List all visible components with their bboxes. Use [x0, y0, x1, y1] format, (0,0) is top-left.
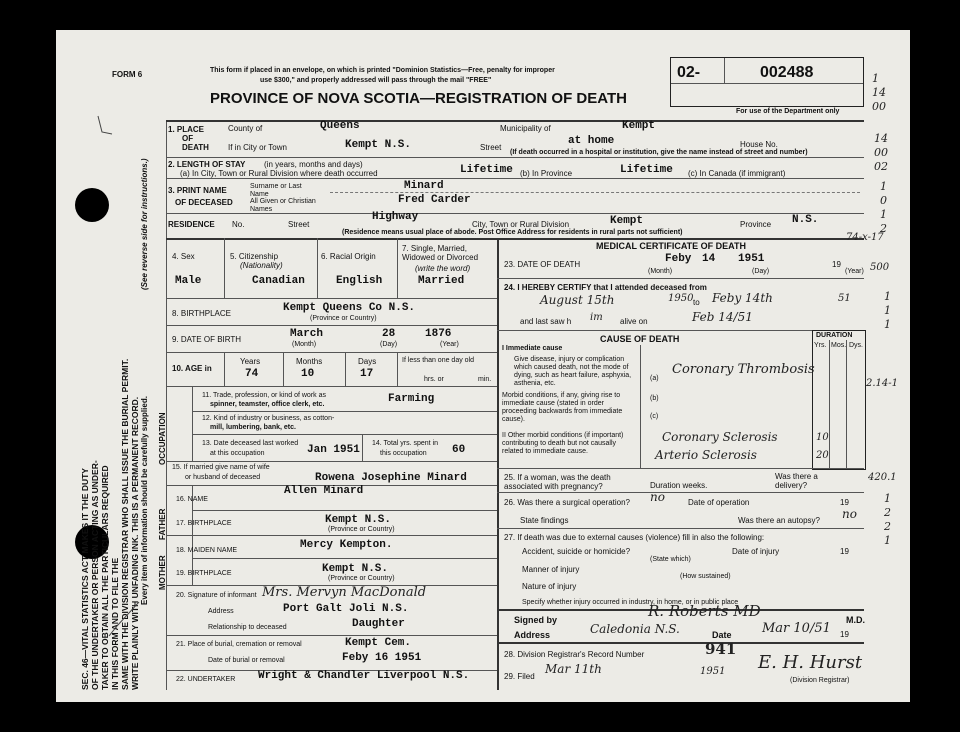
check-mark: [105, 600, 145, 640]
margin-note: 1: [884, 492, 891, 505]
margin-note: 1: [880, 208, 887, 221]
age-label: 10. AGE in: [172, 364, 212, 373]
state-which: (State which): [650, 556, 691, 563]
residence-street: Highway: [372, 211, 419, 223]
city-label: If in City or Town: [228, 143, 287, 152]
reg-num: 941: [705, 640, 737, 658]
margin-note: 1: [884, 290, 891, 303]
trade-value: Farming: [388, 393, 435, 405]
trade-label: spinner, teamster, office clerk, etc.: [210, 401, 325, 408]
relationship-value: Daughter: [352, 618, 405, 630]
injury-year-prefix: 19: [840, 547, 849, 556]
dob-label: 9. DATE OF BIRTH: [172, 335, 242, 344]
pencil-mark: [92, 112, 122, 142]
cause-a: Coronary Thrombosis: [672, 362, 815, 377]
residence-province: N.S.: [792, 214, 819, 226]
margin-note: 2: [884, 506, 891, 519]
mother-bp-sub: (Province or Country): [328, 575, 395, 582]
rule: [166, 157, 864, 158]
woman-label: 25. If a woman, was the death associated with pregnancy?: [504, 473, 611, 491]
margin-note: 1: [884, 304, 891, 317]
divider: [283, 352, 284, 386]
undertaker-label: 22. UNDERTAKER: [176, 676, 236, 683]
filed-year: 1951: [700, 666, 726, 677]
mother-side-label: MOTHER: [158, 555, 167, 590]
envelope-notice: This form if placed in an envelope, on which is printed "Dominion Statistics—Free, penalty for improper: [210, 67, 555, 74]
divider: [724, 58, 725, 83]
death-month-sub: (Month): [648, 268, 673, 275]
marital-sub: (write the word): [415, 264, 471, 273]
industry-label: 12. Kind of industry or business, as cotton-: [202, 415, 335, 422]
other-cause-1: Coronary Sclerosis: [662, 430, 778, 444]
op-date-label: Date of operation: [688, 498, 750, 507]
divider: [345, 352, 346, 386]
margin-notes-mid: [874, 132, 888, 174]
death-year-prefix: 19: [832, 260, 841, 269]
county-label: County of: [228, 124, 263, 133]
lastworked-value: Jan 1951: [307, 444, 360, 456]
rule: [497, 492, 864, 493]
origin-label: 6. Racial Origin: [321, 252, 376, 261]
margin-note: 14: [874, 132, 888, 145]
surgical-value: no: [650, 490, 665, 504]
margin-note: 74-x-17: [846, 232, 884, 243]
other-cause-2: Arterio Sclerosis: [655, 448, 757, 462]
min-label: min.: [478, 376, 492, 383]
stay-a-value: Lifetime: [460, 164, 513, 176]
external-label: 27. If death was due to external causes (violence) fill in also the following:: [504, 533, 765, 542]
birthplace-label: 8. BIRTHPLACE: [172, 309, 231, 318]
lastsaw-value: im: [590, 312, 603, 323]
attended-to-label: to: [693, 298, 700, 307]
rule: [166, 461, 497, 462]
rule: [192, 510, 497, 511]
name-label: OF DECEASED: [175, 198, 233, 207]
stay-a-label: (a) In City, Town or Rural Division where death occurred: [180, 169, 378, 178]
surname-label: Surname or Last Name: [250, 183, 302, 198]
mother-maiden-label: 18. MAIDEN NAME: [176, 547, 238, 554]
op-year-prefix: 19: [840, 498, 849, 507]
margin-note: 00: [874, 146, 888, 159]
residence-no-label: No.: [232, 220, 245, 229]
lessday-label: If less than one day old: [402, 357, 474, 364]
margin-notes-certify: [884, 290, 891, 332]
md-label: M.D.: [846, 615, 865, 625]
stay-b-label: (b) In Province: [520, 169, 573, 178]
sex-value: Male: [175, 275, 202, 287]
margin-notes-top: [872, 72, 886, 114]
autopsy-label: Was there an autopsy?: [738, 516, 820, 525]
sidebar-instructions: [80, 359, 140, 690]
registration-number: 002488: [760, 64, 814, 81]
registration-prefix: 02-: [677, 64, 701, 81]
total-label: 14. Total yrs. spent in: [372, 440, 439, 447]
informant-address: Port Galt Joli N.S.: [283, 603, 409, 615]
dept-use-note: For use of the Department only: [736, 108, 840, 115]
wife-value: Rowena Josephine Minard: [315, 472, 467, 484]
rule: [330, 192, 860, 193]
autopsy-value: no: [842, 507, 857, 521]
sidebar-line: IN THIS FORM AND TO FILE THE: [110, 557, 120, 690]
margin-note: 1: [880, 180, 887, 193]
trade-label: 11. Trade, profession, or kind of work as: [202, 392, 326, 399]
form-label: FORM 6: [112, 70, 143, 79]
margin-note: 500: [870, 262, 890, 273]
rule: [192, 434, 497, 435]
duration-dys: Dys.: [849, 342, 863, 349]
birthplace-sub: (Province or Country): [310, 315, 377, 322]
death-year: 1951: [738, 253, 765, 265]
med-year-prefix: 19: [840, 630, 849, 639]
birthplace-value: Kempt Queens Co N.S.: [283, 302, 416, 314]
father-name: Allen Minard: [284, 485, 364, 497]
dob-year: 1876: [425, 328, 452, 340]
divider: [640, 345, 641, 468]
given-label: All Given or Christian Names: [250, 198, 316, 213]
rule: [166, 178, 864, 179]
immediate-label: I Immediate cause: [502, 345, 563, 352]
margin-note: 00: [872, 100, 886, 113]
filed-value: Mar 11th: [545, 662, 602, 676]
cause-heading: CAUSE OF DEATH: [600, 334, 680, 344]
origin-value: English: [336, 275, 383, 287]
surname-value: Minard: [404, 180, 444, 192]
relationship-label: Relationship to deceased: [208, 624, 287, 631]
duration-mos: Mos.: [831, 342, 847, 349]
age-months: 10: [301, 368, 315, 380]
divider: [397, 352, 398, 386]
death-date-label: 23. DATE OF DEATH: [504, 260, 581, 269]
name-label: 3. PRINT NAME: [168, 186, 227, 195]
residence-province-label: Province: [740, 220, 772, 229]
rule: [166, 386, 497, 387]
municipality-label: Municipality of: [500, 124, 551, 133]
margin-notes-name: [880, 180, 887, 236]
rule: [166, 238, 864, 240]
mother-bp: Kempt N.S.: [322, 563, 389, 575]
other-label: II Other morbid conditions (if important) contributing to death but not causally related to immediate cause.: [502, 432, 624, 455]
informant-signature: Mrs. Mervyn MacDonald: [262, 585, 427, 600]
sidebar-note: Every item of information should be carefully supplied.: [140, 396, 149, 605]
street-label: Street: [480, 143, 502, 152]
wife-label: or husband of deceased: [185, 474, 261, 481]
place-label: OF: [182, 134, 194, 143]
med-address-label: Address: [514, 630, 551, 640]
citizenship-sub: (Nationality): [240, 261, 283, 270]
city-value: Kempt N.S.: [345, 139, 412, 151]
duration-heading: DURATION: [816, 332, 853, 339]
lastworked-label: at this occupation: [210, 450, 265, 457]
year-sub: (Year): [440, 341, 459, 348]
informant-address-label: Address: [208, 608, 234, 615]
age-days: 17: [360, 368, 374, 380]
signed-value: R. Roberts MD: [648, 602, 761, 620]
undertaker-value: Wright & Chandler Liverpool N.S.: [258, 670, 470, 682]
place-label: 1. PLACE: [168, 125, 205, 134]
divider: [317, 238, 318, 298]
father-bp: Kempt N.S.: [325, 514, 392, 526]
attended-to: Feby 14th: [712, 291, 773, 305]
alive-label: alive on: [620, 317, 648, 326]
age-years: 74: [245, 368, 259, 380]
margin-note: 1: [872, 72, 879, 85]
medical-heading: MEDICAL CERTIFICATE OF DEATH: [596, 241, 746, 251]
father-bp-label: 17. BIRTHPLACE: [176, 520, 232, 527]
med-address: Caledonia N.S.: [590, 622, 680, 636]
rule: [166, 535, 497, 536]
divider: [671, 83, 863, 84]
attended-from-year: 1950: [668, 293, 694, 304]
death-day: 14: [702, 253, 716, 265]
sidebar-line: TAKER TO OBTAIN ALL THE PARTICULARS REQUIRED: [100, 465, 110, 690]
burial-place-label: 21. Place of burial, cremation or removal: [176, 641, 302, 648]
lastworked-label: 13. Date deceased last worked: [202, 440, 299, 447]
divider: [397, 238, 398, 298]
manner-label: Manner of injury: [522, 565, 580, 574]
certify-label: 24. I HEREBY CERTIFY that I attended deceased from: [504, 283, 707, 292]
day-sub: (Day): [380, 341, 398, 348]
stay-b-value: Lifetime: [620, 164, 673, 176]
med-date: Mar 10/51: [762, 621, 831, 636]
registrar-label: (Division Registrar): [790, 677, 850, 684]
margin-note: 0: [880, 194, 887, 207]
stay-c-label: (c) In Canada (if immigrant): [688, 169, 786, 178]
divider: [362, 434, 363, 461]
attended-from: August 15th: [540, 293, 615, 307]
rule: [497, 528, 864, 529]
duration-yrs: Yrs.: [814, 342, 827, 349]
rule: [192, 411, 497, 412]
days-label: Days: [358, 357, 377, 366]
marital-label: 7. Single, Married, Widowed or Divorced: [402, 244, 479, 262]
nature-label: Nature of injury: [522, 582, 577, 591]
informant-sig-label: 20. Signature of informant: [176, 592, 257, 599]
mother-maiden: Mercy Kempton.: [300, 539, 393, 551]
sidebar-reverse: (See reverse side for instructions.): [140, 158, 149, 290]
given-value: Fred Carder: [398, 194, 471, 206]
cause-c-prefix: (c): [650, 413, 659, 420]
how-sustained: (How sustained): [680, 573, 731, 580]
morbid-label: Morbid conditions, if any, giving rise to immediate cause (stated in order proceeding backwards from immediate cause).: [502, 392, 623, 423]
rule: [497, 278, 864, 279]
margin-note: 420.1: [868, 472, 897, 483]
specify-label: Specify whether injury occurred in industry, in home, or in public place: [522, 599, 739, 606]
divider: [829, 340, 830, 468]
reg-num-label: 28. Division Registrar's Record Number: [504, 650, 645, 659]
state-findings: State findings: [520, 516, 569, 525]
signed-label: Signed by: [514, 615, 558, 625]
divider: [846, 340, 847, 468]
father-bp-sub: (Province or Country): [328, 526, 395, 533]
county-value: Queens: [320, 120, 360, 132]
med-date-label: Date: [712, 630, 732, 640]
residence-note: (Residence means usual place of abode. Post Office Address for residents in rural parts not sufficient): [342, 229, 683, 236]
place-label: DEATH: [182, 143, 209, 152]
industry-label: mill, lumbering, bank, etc.: [210, 424, 296, 431]
immediate-help: Give disease, injury or complication which caused death, not the mode of dying, such as heart failure, asphyxia, asthenia, etc.: [514, 356, 632, 387]
rule: [497, 642, 864, 644]
dob-month: March: [290, 328, 324, 340]
injury-date-label: Date of injury: [732, 547, 780, 556]
margin-note: 14: [872, 86, 886, 99]
rule: [192, 558, 497, 559]
margin-note: 1: [884, 318, 891, 331]
lastsaw-label: and last saw h: [520, 317, 572, 326]
total-label: this occupation: [380, 450, 427, 457]
hrs-label: hrs. or: [424, 376, 444, 383]
margin-note: 1: [884, 534, 891, 547]
residence-city-label: City, Town or Rural Division: [472, 220, 570, 229]
stay-sub: (in years, months and days): [264, 160, 363, 169]
divider: [192, 386, 193, 461]
sidebar-line: SAME WITH THE DIVISION REGISTRAR WHO SHALL ISSUE THE BURIAL PERMIT.: [120, 358, 130, 690]
residence-city: Kempt: [610, 215, 644, 227]
month-sub: (Month): [292, 341, 317, 348]
sidebar-line: OF THE UNDERTAKER OR PERSON ACTING AS UNDER-: [90, 460, 100, 690]
sidebar-line: SEC. 46—VITAL STATISTICS ACT MAKES IT THE DUTY: [80, 468, 90, 690]
accident-label: Accident, suicide or homicide?: [522, 547, 631, 556]
citizenship-value: Canadian: [252, 275, 305, 287]
death-day-sub: (Day): [752, 268, 770, 275]
filed-label: 29. Filed: [504, 672, 535, 681]
death-month: Feby: [665, 253, 692, 265]
dob-day: 28: [382, 328, 396, 340]
attended-to-year: 51: [838, 293, 851, 304]
registrar-signature: E. H. Hurst: [758, 652, 863, 673]
delivery-label: Was there a delivery?: [775, 472, 818, 490]
envelope-notice: use $300," and properly addressed will pass through the mail "FREE": [260, 77, 492, 84]
other-cause-2-duration: 20: [816, 450, 829, 461]
divider: [224, 238, 225, 298]
mother-bp-label: 19. BIRTHPLACE: [176, 570, 232, 577]
lastsaw-date: Feb 14/51: [692, 310, 753, 324]
rule: [166, 298, 497, 299]
months-label: Months: [296, 357, 323, 366]
place-note: (If death occurred in a hospital or institution, give the name instead of street and number): [510, 149, 808, 156]
other-cause-1-duration: 10: [816, 432, 829, 443]
sex-label: 4. Sex: [172, 252, 195, 261]
residence-label: RESIDENCE: [168, 220, 215, 229]
divider: [224, 352, 225, 386]
father-side-label: FATHER: [158, 508, 167, 540]
margin-note: 2: [884, 520, 891, 533]
occupation-side-label: OCCUPATION: [158, 412, 167, 465]
years-label: Years: [240, 357, 261, 366]
top-rule: [166, 120, 864, 122]
father-name-label: 16. NAME: [176, 496, 208, 503]
marital-value: Married: [418, 275, 465, 287]
burial-date-label: Date of burial or removal: [208, 657, 285, 664]
rule: [497, 468, 864, 469]
rule: [166, 352, 497, 353]
burial-date: Feby 16 1951: [342, 652, 422, 664]
residence-street-label: Street: [288, 220, 310, 229]
document-title: PROVINCE OF NOVA SCOTIA—REGISTRATION OF DEATH: [210, 90, 627, 107]
total-value: 60: [452, 444, 466, 456]
rule: [497, 330, 864, 331]
house-label: House No.: [740, 140, 778, 149]
cause-b-prefix: (b): [650, 395, 659, 402]
sidebar-line: WRITE PLAINLY WITH UNFADING INK. THIS IS A PERMANENT RECORD.: [130, 396, 140, 690]
wife-label: 15. If married give name of wife: [172, 464, 270, 471]
margin-note: 2.14-1: [866, 378, 899, 389]
center-divider: [497, 238, 499, 690]
margin-notes-bottom: [884, 492, 891, 548]
punch-hole-top: [75, 188, 109, 222]
rule: [166, 325, 497, 326]
duration-box: [812, 330, 866, 470]
street-value: at home: [568, 135, 615, 147]
stay-label: 2. LENGTH OF STAY: [168, 160, 246, 169]
duration-weeks: Duration weeks.: [650, 481, 708, 490]
margin-note: 02: [874, 160, 888, 173]
margin-note: 2: [880, 222, 887, 235]
citizenship-label: 5. Citizenship: [230, 252, 279, 261]
left-border: [166, 120, 167, 690]
burial-place: Kempt Cem.: [345, 637, 412, 649]
death-year-sub: (Year): [845, 268, 864, 275]
cause-a-prefix: (a): [650, 375, 659, 382]
municipality-value: Kempt: [622, 120, 656, 132]
surgical-label: 26. Was there a surgical operation?: [504, 498, 630, 507]
rule: [166, 635, 497, 636]
